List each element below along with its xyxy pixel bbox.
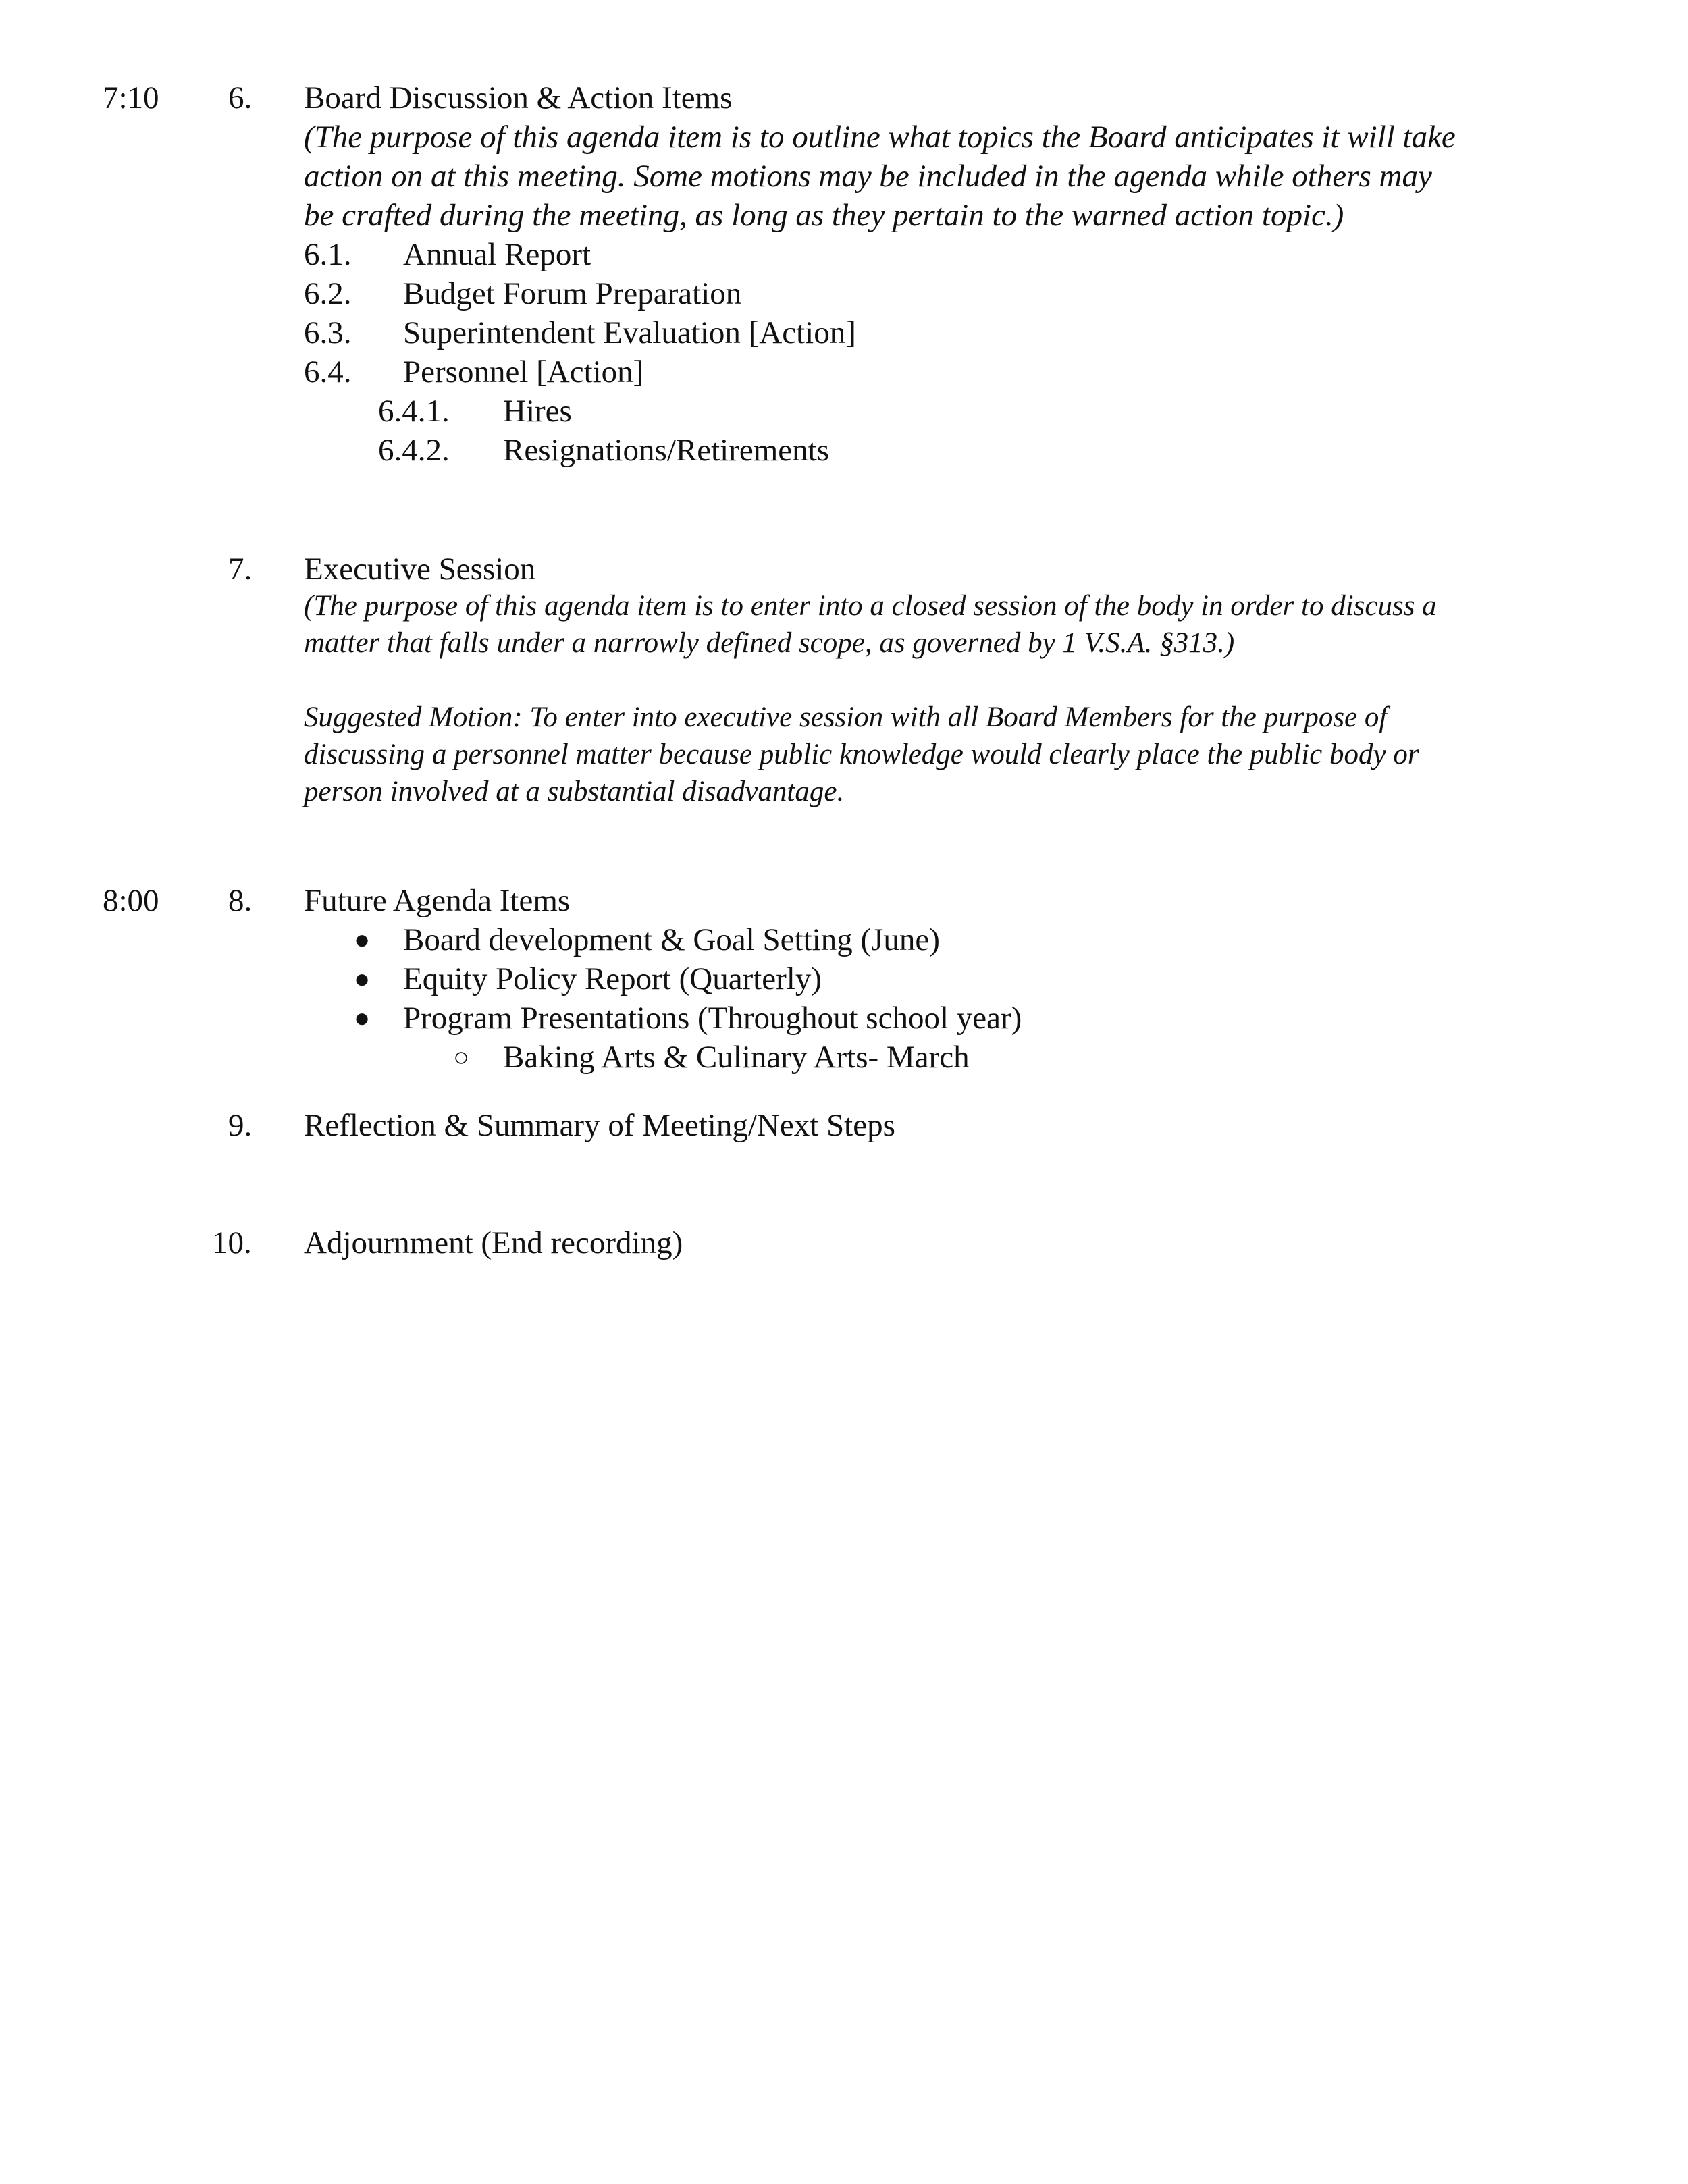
item7-title: Executive Session	[304, 552, 536, 587]
subitem-6-4-1-label: Hires	[503, 394, 572, 429]
item8-title: Future Agenda Items	[304, 883, 571, 918]
bullet-item-equity-policy: Equity Policy Report (Quarterly)	[403, 961, 822, 996]
item8-number: 8.	[228, 883, 253, 918]
subitem-6-2-number: 6.2.	[304, 276, 352, 311]
subitem-6-1-label: Annual Report	[403, 237, 591, 272]
subitem-6-4-1-number: 6.4.1.	[378, 394, 450, 429]
item10-number: 10.	[212, 1225, 252, 1260]
subitem-6-4-2-label: Resignations/Retirements	[503, 433, 829, 468]
item6-purpose-line-2: action on at this meeting. Some motions may be included in the agenda while others may	[304, 159, 1432, 194]
item10-title: Adjournment (End recording)	[304, 1225, 683, 1260]
hollow-bullet-icon: ○	[453, 1042, 470, 1072]
subitem-6-3-label: Superintendent Evaluation [Action]	[403, 315, 856, 350]
subitem-6-4-2-number: 6.4.2.	[378, 433, 450, 468]
item6-title: Board Discussion & Action Items	[304, 80, 733, 115]
item7-motion-line-3: person involved at a substantial disadvantage.	[304, 776, 845, 807]
item9-number: 9.	[228, 1108, 253, 1143]
item8-time: 8:00	[103, 883, 159, 918]
bullet-item-board-development: Board development & Goal Setting (June)	[403, 922, 940, 957]
sub-bullet-baking-arts: Baking Arts & Culinary Arts- March	[503, 1040, 970, 1075]
subitem-6-4-number: 6.4.	[304, 354, 352, 390]
item6-purpose-line-1: (The purpose of this agenda item is to outline what topics the Board anticipates it will take	[304, 119, 1456, 155]
item7-purpose-line-1: (The purpose of this agenda item is to enter into a closed session of the body in order to discuss a	[304, 590, 1437, 622]
item9-title: Reflection & Summary of Meeting/Next Steps	[304, 1108, 895, 1143]
item6-number: 6.	[228, 80, 253, 115]
item7-motion-line-2: discussing a personnel matter because public knowledge would clearly place the public body or	[304, 739, 1419, 770]
item6-purpose-line-3: be crafted during the meeting, as long as they pertain to the warned action topic.)	[304, 198, 1344, 233]
bullet-icon: ●	[354, 1003, 371, 1033]
subitem-6-2-label: Budget Forum Preparation	[403, 276, 742, 311]
item7-motion-line-1: Suggested Motion: To enter into executive session with all Board Members for the purpose of	[304, 701, 1388, 733]
item6-time: 7:10	[103, 80, 159, 115]
subitem-6-1-number: 6.1.	[304, 237, 352, 272]
subitem-6-4-label: Personnel [Action]	[403, 354, 644, 390]
item7-purpose-line-2: matter that falls under a narrowly defined scope, as governed by 1 V.S.A. §313.)	[304, 627, 1235, 659]
subitem-6-3-number: 6.3.	[304, 315, 352, 350]
bullet-item-program-presentations: Program Presentations (Throughout school year)	[403, 1001, 1022, 1036]
item7-number: 7.	[228, 552, 253, 587]
bullet-icon: ●	[354, 963, 371, 994]
bullet-icon: ●	[354, 924, 371, 955]
